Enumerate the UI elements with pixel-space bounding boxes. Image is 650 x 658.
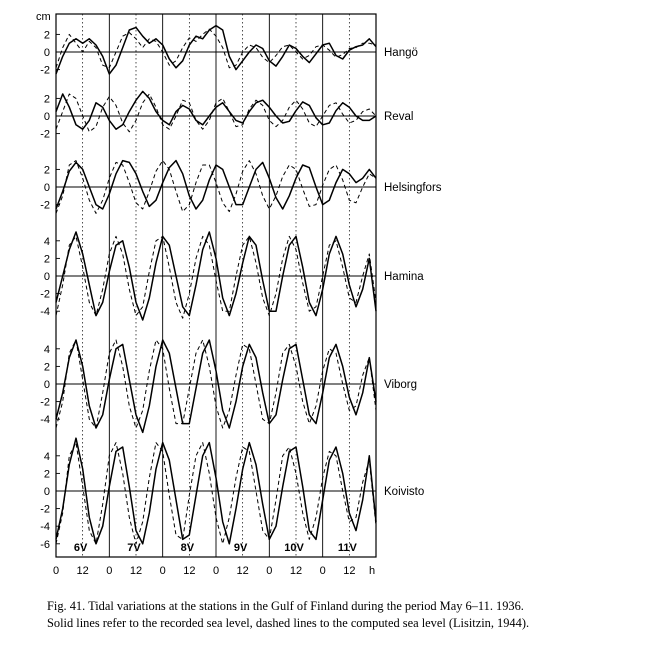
y-tick-label: -4: [40, 414, 50, 427]
y-tick-label: -4: [40, 521, 50, 534]
y-tick-label: 0: [43, 379, 50, 391]
x-tick-label: 12: [289, 565, 303, 577]
y-unit-label: cm: [36, 11, 51, 23]
y-tick-label: 2: [43, 253, 50, 266]
y-tick-label: -2: [40, 128, 50, 141]
y-tick-label: 2: [43, 93, 50, 106]
x-tick-label: 0: [52, 565, 60, 577]
x-tick-label: 12: [183, 565, 196, 577]
station-label: Reval: [384, 111, 414, 123]
y-tick-label: -2: [40, 396, 50, 409]
y-tick-label: 2: [43, 164, 50, 177]
y-tick-label: 0: [43, 271, 50, 283]
y-tick-label: 4: [43, 235, 50, 248]
y-tick-label: 0: [43, 47, 50, 59]
x-tick-label: 12: [343, 565, 356, 577]
y-tick-label: 2: [43, 468, 50, 481]
figure-caption: [47, 598, 647, 632]
station-label: Koivisto: [384, 486, 425, 498]
day-label: 9V: [233, 542, 248, 554]
y-tick-label: -4: [40, 306, 50, 319]
day-label: 10V: [284, 542, 304, 554]
y-tick-label: -2: [40, 288, 50, 301]
x-tick-label: 12: [129, 565, 143, 577]
y-tick-label: -6: [40, 538, 50, 551]
x-tick-label: 12: [236, 565, 249, 577]
x-tick-label: 0: [266, 565, 273, 577]
x-tick-label: 0: [319, 565, 326, 577]
day-label: 11V: [337, 542, 357, 554]
y-tick-label: 2: [43, 29, 50, 42]
day-label: 6V: [73, 542, 88, 554]
station-label: Hamina: [384, 271, 424, 283]
day-label: 7V: [127, 542, 141, 554]
y-tick-label: 4: [43, 450, 50, 463]
station-label: Viborg: [384, 379, 418, 391]
y-tick-label: 0: [43, 486, 50, 498]
caption-line-2: Solid lines refer to the recorded sea level, dashed lines to the computed sea level (Lisitzin, 1944).: [47, 616, 530, 630]
x-tick-label: 12: [76, 565, 89, 577]
y-tick-label: 0: [43, 182, 50, 194]
x-tick-label: 0: [212, 565, 220, 577]
station-label: Helsingfors: [384, 182, 442, 194]
y-tick-label: 4: [43, 343, 50, 356]
x-tick-label: 0: [106, 565, 113, 577]
y-tick-label: 2: [43, 361, 50, 374]
y-tick-label: -2: [40, 503, 50, 516]
station-label: Hangö: [384, 47, 418, 59]
y-tick-label: -2: [40, 199, 50, 212]
x-tick-label: 0: [159, 565, 166, 577]
y-tick-label: -2: [40, 64, 50, 77]
y-tick-label: 0: [43, 111, 50, 123]
day-label: 8V: [180, 542, 195, 554]
caption-line-1: Fig. 41. Tidal variations at the stations in the Gulf of Finland during the period May 6–11. 1936.: [47, 599, 524, 613]
x-unit-label: h: [368, 565, 376, 577]
